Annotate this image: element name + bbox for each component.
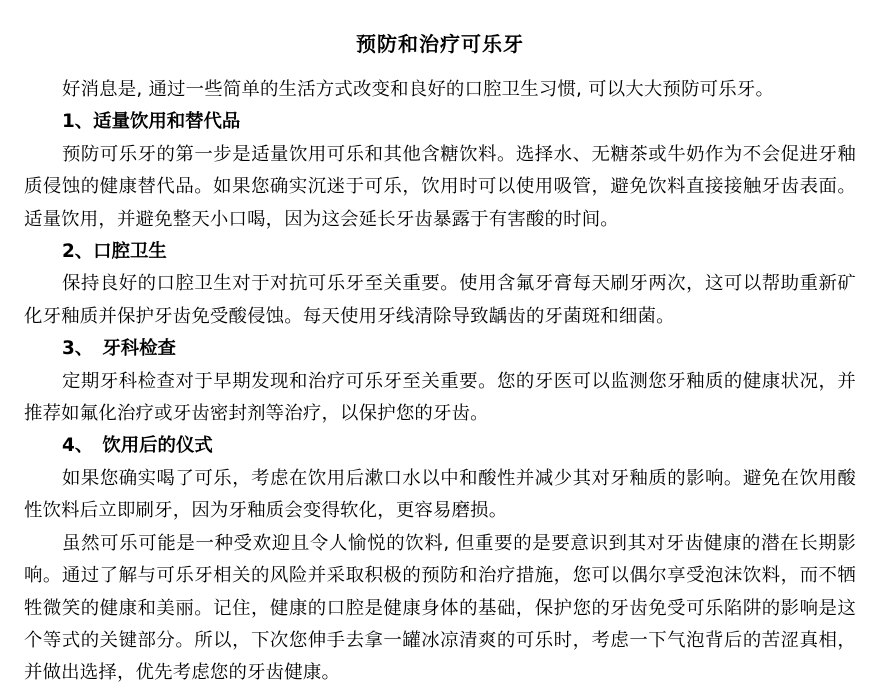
section-body-1: 预防可乐牙的第一步是适量饮用可乐和其他含糖饮料。选择水、无糖茶或牛奶作为不会促进牙釉质侵蚀的健康替代品。如果您确实沉迷于可乐，饮用时可以使用吸管，避免饮料直接接触牙齿表面。适量饮用，并避免整天小口喝，因为这会延长牙齿暴露于有害酸的时间。: [24, 143, 856, 230]
page-title: 预防和治疗可乐牙: [356, 32, 524, 56]
section-heading-3: 3、 牙科检查: [62, 338, 176, 360]
section-body-2: 保持良好的口腔卫生对于对抗可乐牙至关重要。使用含氟牙膏每天刷牙两次，这可以帮助重新矿化牙釉质并保护牙齿免受酸侵蚀。每天使用牙线清除导致龋齿的牙菌斑和细菌。: [24, 273, 856, 327]
section-body-4: 如果您确实喝了可乐，考虑在饮用后漱口水以中和酸性并减少其对牙釉质的影响。避免在饮用酸性饮料后立即刷牙，因为牙釉质会变得软化，更容易磨损。: [24, 467, 856, 522]
section-heading-2: 2、口腔卫生: [62, 241, 167, 263]
section-heading-4: 4、 饮用后的仪式: [62, 435, 213, 457]
conclusion-paragraph: 虽然可乐可能是一种受欢迎且令人愉悦的饮料, 但重要的是要意识到其对牙齿健康的潜在长期影响。通过了解与可乐牙相关的风险并采取积极的预防和治疗措施，您可以偶尔享受泡沫饮料，而不牺牲微笑的健康和美丽。记住，健康的口腔是健康身体的基础，保护您的牙齿免受可乐陷阱的影响是这个等式的关键部分。所以，下次您伸手去拿一罐冰凉清爽的可乐时，考虑一下气泡背后的苦涩真相，并做出选择，优先考虑您的牙齿健康。: [24, 532, 856, 684]
section-heading-1: 1、适量饮用和替代品: [62, 111, 241, 133]
intro-paragraph: 好消息是, 通过一些简单的生活方式改变和良好的口腔卫生习惯, 可以大大预防可乐牙。: [62, 79, 775, 100]
section-body-3: 定期牙科检查对于早期发现和治疗可乐牙至关重要。您的牙医可以监测您牙釉质的健康状况，并推荐如氟化治疗或牙齿密封剂等治疗，以保护您的牙齿。: [24, 370, 856, 425]
